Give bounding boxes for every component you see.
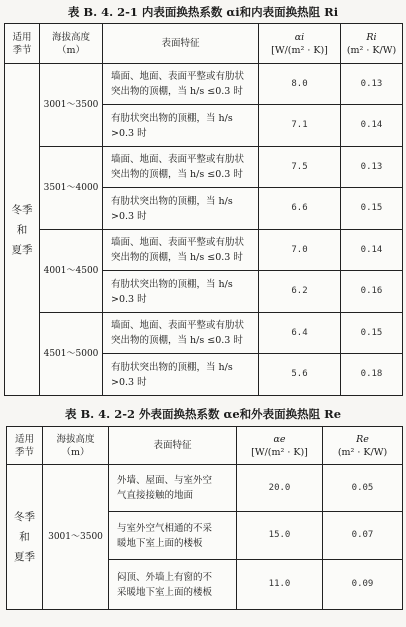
table1-caption: 表 B. 4. 2-1 内表面换热系数 αi和内表面换热阻 Ri — [67, 5, 339, 19]
table-row — [5, 64, 403, 105]
season-cell: 冬季 和 夏季 — [7, 465, 43, 610]
feature-cell: 有肋状突出物的顶棚，当 h/s >0.3 时 — [103, 271, 259, 313]
table-row — [5, 313, 403, 354]
resist-cell: 0.14 — [341, 105, 403, 147]
feature-cell: 有肋状突出物的顶棚，当 h/s >0.3 时 — [103, 188, 259, 230]
resist-cell: 0.15 — [341, 313, 403, 354]
feature-cell: 墙面、地面、表面平整或有肋状 突出物的顶棚，当 h/s ≤0.3 时 — [103, 230, 259, 271]
season-header: 适用 季节 — [5, 24, 40, 64]
table-row — [7, 465, 403, 512]
feature-cell: 闷顶、外墙上有窗的不 采暖地下室上面的楼板 — [109, 560, 237, 610]
feature-cell: 墙面、地面、表面平整或有肋状 突出物的顶棚，当 h/s ≤0.3 时 — [103, 313, 259, 354]
altitude-header: 海拔高度 （m） — [43, 427, 109, 465]
resist-cell: 0.16 — [341, 271, 403, 313]
feature-cell: 有肋状突出物的顶棚，当 h/s >0.3 时 — [103, 354, 259, 396]
table2 — [6, 426, 403, 610]
feature-cell: 与室外空气相通的不采 暖地下室上面的楼板 — [109, 512, 237, 560]
resist-cell: 0.05 — [323, 465, 403, 512]
alpha-cell: 7.0 — [259, 230, 341, 271]
altitude-cell: 3501～4000 — [40, 147, 103, 230]
resist-cell: 0.18 — [341, 354, 403, 396]
resist-cell: 0.13 — [341, 147, 403, 188]
resist-cell: 0.13 — [341, 64, 403, 105]
alpha-cell: 8.0 — [259, 64, 341, 105]
alpha-header: αe [W/(m² · K)] — [237, 427, 323, 465]
table2-header-row — [7, 427, 403, 465]
altitude-header: 海拔高度 （m） — [40, 24, 103, 64]
alpha-header: αi [W/(m² · K)] — [259, 24, 341, 64]
feature-header: 表面特征 — [109, 427, 237, 465]
feature-cell: 墙面、地面、表面平整或有肋状 突出物的顶棚，当 h/s ≤0.3 时 — [103, 147, 259, 188]
alpha-cell: 6.2 — [259, 271, 341, 313]
feature-header: 表面特征 — [103, 24, 259, 64]
resist-cell: 0.14 — [341, 230, 403, 271]
alpha-cell: 15.0 — [237, 512, 323, 560]
table-row — [5, 147, 403, 188]
table2-caption: 表 B. 4. 2-2 外表面换热系数 αe和外表面换热阻 Re — [64, 407, 342, 421]
alpha-cell: 7.1 — [259, 105, 341, 147]
alpha-cell: 6.6 — [259, 188, 341, 230]
resist-cell: 0.09 — [323, 560, 403, 610]
feature-cell: 外墙、屋面、与室外空 气直接接触的地面 — [109, 465, 237, 512]
table1-header-row — [5, 24, 403, 64]
altitude-cell: 4001～4500 — [40, 230, 103, 313]
season-header: 适用 季节 — [7, 427, 43, 465]
altitude-cell: 3001～3500 — [43, 465, 109, 610]
resist-cell: 0.07 — [323, 512, 403, 560]
alpha-cell: 11.0 — [237, 560, 323, 610]
alpha-cell: 7.5 — [259, 147, 341, 188]
season-cell: 冬季 和 夏季 — [5, 64, 40, 396]
feature-cell: 有肋状突出物的顶棚，当 h/s >0.3 时 — [103, 105, 259, 147]
feature-cell: 墙面、地面、表面平整或有肋状 突出物的顶棚，当 h/s ≤0.3 时 — [103, 64, 259, 105]
resist-cell: 0.15 — [341, 188, 403, 230]
alpha-cell: 5.6 — [259, 354, 341, 396]
resist-header: Re (m² · K/W) — [323, 427, 403, 465]
altitude-cell: 4501～5000 — [40, 313, 103, 396]
alpha-cell: 6.4 — [259, 313, 341, 354]
resist-header: Ri (m² · K/W) — [341, 24, 403, 64]
table-row — [5, 230, 403, 271]
table1 — [4, 23, 403, 396]
altitude-cell: 3001～3500 — [40, 64, 103, 147]
alpha-cell: 20.0 — [237, 465, 323, 512]
